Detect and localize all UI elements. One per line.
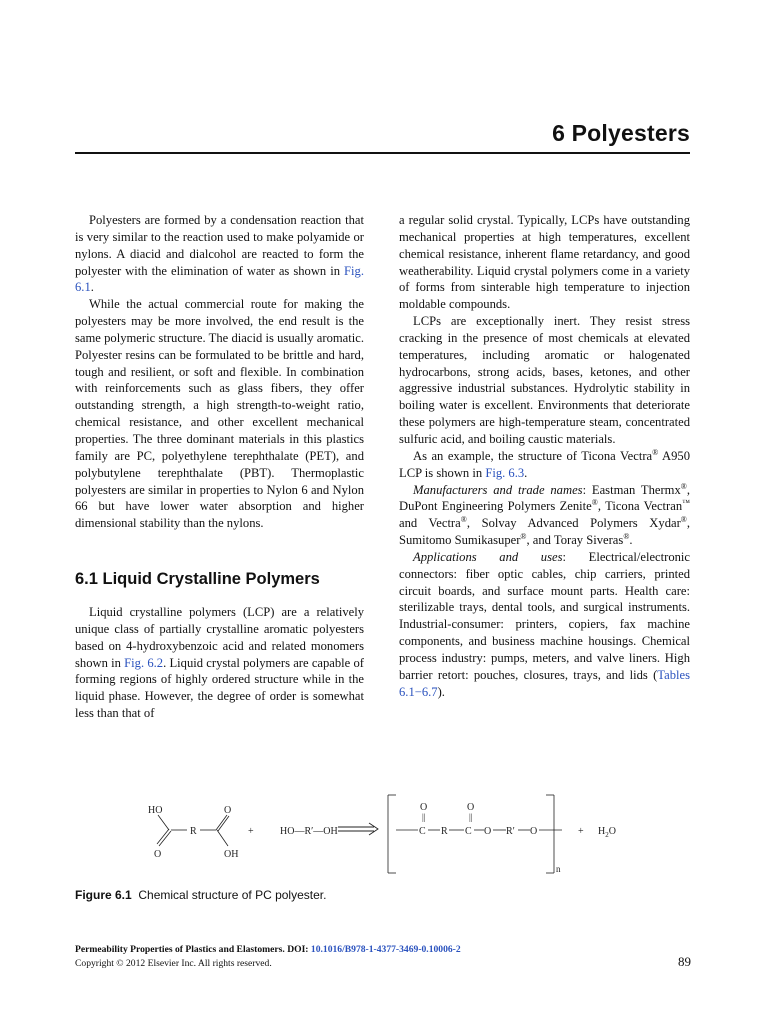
tables-6-1-6-7-link[interactable]: Tables 6.1−6.7 — [399, 667, 690, 699]
paragraph-commercial-route: While the actual commercial route for making the polyesters may be more involved, the end result is the same polymeric structure. The diacid is usually aromatic. Polyester resins can be formulated to be brittle and hard, tough and resilient, or soft and flexible. In combination with reinforcements such as glass fibers, they offer outstanding strength, a high strength-to-weight ratio, chemical resistance, and other excellent mechanical properties. The three dominant materials in this plastics family are PC, polyethylene terephthalate (PET), and polybutylene terephthalate (PBT). Thermoplastic polyesters are similar in properties to Nylon 6 and Nylon 66 but have lower water absorption and higher dimensional stability than the nylons. — [75, 297, 364, 531]
trademark-mark: ™ — [682, 498, 690, 508]
diacid-oh-label: OH — [224, 849, 239, 860]
chain-c-label-2: C — [465, 826, 472, 837]
manufacturers-a: : Eastman Thermx — [582, 482, 681, 497]
water-subscript: 2 — [605, 831, 609, 839]
chain-rprime-label: R′ — [506, 826, 515, 837]
vectra-text: As an example, the structure of Ticona Vectra — [413, 448, 653, 463]
figure-caption-text: Chemical structure of PC polyester. — [138, 888, 327, 902]
reaction-arrow — [338, 823, 378, 835]
doi-link[interactable]: 10.1016/B978-1-4377-3469-0.10006-2 — [310, 944, 461, 955]
chapter-title-rule — [75, 152, 690, 154]
right-column — [399, 212, 690, 700]
plus-sign-2: + — [578, 826, 584, 837]
registered-mark: ® — [680, 515, 687, 525]
intro-text: Polyesters are formed by a condensation reaction that is very similar to the reaction used to make polyamide or nylons. A diacid and dialcohol are reacted to form the polyester with the elimination of water as shown in — [75, 213, 364, 278]
intro-end: . — [90, 280, 94, 295]
manufacturers-h: . — [629, 533, 633, 548]
diacid-ho-label: HO — [148, 805, 163, 816]
ester-o-label: O — [420, 802, 428, 813]
ester-o-label-2: O — [467, 802, 475, 813]
section-heading-6-1: 6.1 Liquid Crystalline Polymers — [75, 570, 320, 589]
registered-mark: ® — [680, 481, 687, 491]
manufacturers-c: , Ticona Vectran — [597, 499, 683, 514]
paragraph-intro — [75, 212, 364, 296]
vectra-text-2: A950 LCP is shown in — [399, 448, 690, 480]
chapter-title: 6 Polyesters — [552, 120, 690, 146]
water-formula — [598, 826, 616, 839]
water-o: O — [608, 826, 616, 837]
registered-mark: ® — [460, 515, 467, 525]
applications-end: ). — [437, 684, 445, 699]
repeat-n-label: n — [556, 864, 561, 874]
figure-caption — [75, 888, 326, 902]
diacid-bonds — [157, 795, 554, 873]
registered-mark: ® — [652, 447, 659, 457]
copyright-line: Copyright © 2012 Elsevier Inc. All rights reserved. — [75, 957, 272, 969]
vectra-end: . — [524, 465, 528, 480]
manufacturers-g: , and Toray Siveras — [526, 533, 624, 548]
left-column — [75, 212, 364, 722]
manufacturers-f: , Sumitomo Sumikasuper — [399, 516, 691, 548]
page-footer — [75, 943, 461, 970]
pc-polyester-reaction-diagram — [140, 774, 640, 884]
plus-sign: + — [248, 826, 254, 837]
applications-text: : Electrical/electronic connectors: fiber optic cables, chip carriers, printed circuit boards, and surface mount parts. Health care: sterilizable trays, dental tools, and surgical instruments. Industrial-consumer: printers, copiers, fax machine components, and business machine housings. Chemical process industry: pumps, meters, and valve liners. High barrier retort: pouches, closures, trays, and lids ( — [399, 549, 691, 682]
registered-mark: ® — [591, 498, 598, 508]
paragraph-manufacturers — [399, 482, 690, 549]
chain-r-label: R — [441, 826, 448, 837]
double-bond-mark: || — [422, 812, 426, 822]
manufacturers-b: , DuPont Engineering Polymers Zenite — [399, 482, 690, 514]
figure-6-3-link[interactable]: Fig. 6.3 — [485, 465, 525, 480]
lcp-intro-text: Liquid crystalline polymers (LCP) are a relatively unique class of partially crystalline aromatic polyesters based on 4-hydroxybenzoic acid and related monomers shown in — [75, 605, 364, 670]
paragraph-vectra-example — [399, 448, 690, 482]
chain-c-label: C — [419, 826, 426, 837]
manufacturers-d: and Vectra — [399, 516, 461, 531]
figure-caption-label: Figure 6.1 — [75, 888, 132, 902]
citation-line — [75, 943, 461, 957]
figure-6-2-link[interactable]: Fig. 6.2 — [124, 655, 164, 670]
paragraph-applications — [399, 549, 690, 701]
applications-label: Applications and uses — [413, 549, 563, 564]
chain-o-label: O — [484, 826, 492, 837]
manufacturers-e: , Solvay Advanced Polymers Xydar — [466, 516, 681, 531]
paragraph-lcp-intro — [75, 604, 364, 722]
doi-label: DOI: — [287, 944, 309, 955]
chain-o-label-2: O — [530, 826, 538, 837]
book-title: Permeability Properties of Plastics and Elastomers. — [75, 944, 285, 955]
registered-mark: ® — [623, 532, 630, 542]
water-h: H — [598, 826, 606, 837]
figure-6-1-link[interactable]: Fig. 6.1 — [75, 263, 364, 295]
diacid-o-lower-label: O — [154, 849, 162, 860]
diacid-o-label: O — [224, 805, 232, 816]
diol-formula: HO—R′—OH — [280, 826, 338, 837]
manufacturers-label: Manufacturers and trade names — [413, 482, 583, 497]
figure-6-1 — [140, 774, 640, 884]
registered-mark: ® — [520, 532, 527, 542]
lcp-intro-end: . Liquid crystal polymers are capable of forming regions of highly ordered structure while in the liquid phase. However, the degree of order is somewhat less than that of — [75, 655, 364, 721]
diacid-r-label: R — [190, 826, 197, 837]
paragraph-lcp-inert: LCPs are exceptionally inert. They resist stress cracking in the presence of most chemicals at elevated temperatures, including aromatic or halogenated hydrocarbons, strong acids, bases, ketones, and other aggressive industrial substances. Hydrolytic stability in boiling water is excellent. Environments that deteriorate these polymers are high-temperature steam, concentrated sulfuric acid, and boiling caustic materials. — [399, 314, 690, 446]
page-number: 89 — [678, 954, 691, 969]
double-bond-mark-2: || — [469, 812, 473, 822]
paragraph-lcp-properties: a regular solid crystal. Typically, LCPs have outstanding mechanical properties at high temperatures, excellent chemical resistance, inherent flame retardancy, and good weatherability. Liquid crystal polymers come in a variety of forms from sinterable high temperature to injection moldable compounds. — [399, 213, 690, 312]
